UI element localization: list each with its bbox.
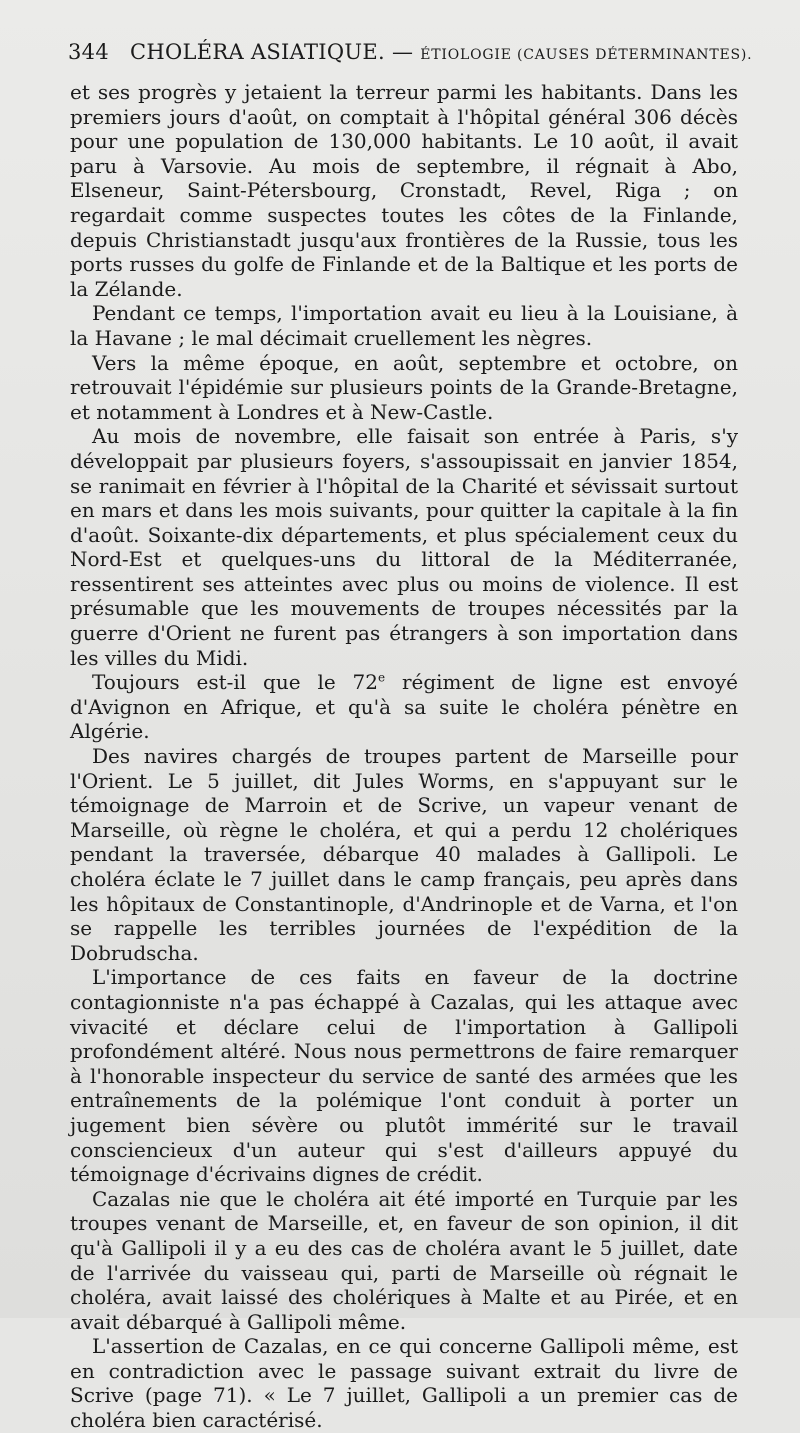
running-subtitle: ÉTIOLOGIE (CAUSES DÉTERMINANTES). [420,47,753,63]
paragraph-text: régiment de ligne est envoyé d'Avignon en Afrique, et qu'à sa suite le choléra pénètre en Algérie. [70,670,738,744]
paragraph-text: Toujours est-il que le 72 [92,670,378,695]
paragraph-regiment [70,670,738,744]
running-header [68,40,753,64]
paragraph: Des navires chargés de troupes partent de Marseille pour l'Orient. Le 5 juillet, dit Jules Worms, en s'appuyant sur le témoignage de Marroin et de Scrive, un vapeur venant de Marseille, où règne le choléra, et qui a perdu 12 cholériques pendant la traversée, débarque 40 malades à Gallipoli. Le choléra éclate le 7 juillet dans le camp français, peu après dans les hôpitaux de Constantinople, d'Andrinople et de Varna, et l'on se rappelle les terribles journées de l'expédition de la Dobrudscha. [70,744,738,965]
running-title: CHOLÉRA ASIATIQUE. — [129,40,414,64]
paragraph: Cazalas nie que le choléra ait été importé en Turquie par les troupes venant de Marseille, et, en faveur de son opinion, il dit qu'à Gallipoli il y a eu des cas de choléra avant le 5 juillet, date de l'arrivée du vaisseau qui, parti de Marseille où régnait le choléra, avait laissé des cholériques à Malte et au Pirée, et en avait débarqué à Gallipoli même. [70,1186,738,1334]
page-body [70,80,738,1433]
paragraph: L'importance de ces faits en faveur de la doctrine contagionniste n'a pas échappé à Cazalas, qui les attaque avec vivacité et déclare celui de l'importation à Gallipoli profondément altéré. Nous nous permettrons de faire remarquer à l'honorable inspecteur du service de santé des armées que les entraînements de la polémique l'ont conduit à porter un jugement bien sévère ou plutôt immérité sur le travail consciencieux d'un auteur qui s'est d'ailleurs appuyé du témoignage d'écrivains dignes de crédit. [70,965,738,1187]
paragraph: Pendant ce temps, l'importation avait eu lieu à la Louisiane, à la Havane ; le mal décimait cruellement les nègres. [70,301,738,350]
paragraph: Au mois de novembre, elle faisait son entrée à Paris, s'y développait par plusieurs foyers, s'assoupissait en janvier 1854, se ranimait en février à l'hôpital de la Charité et sévissait surtout en mars et dans les mois suivants, pour quitter la capitale à la fin d'août. Soixante-dix départements, et plus spécialement ceux du Nord-Est et quelques-uns du littoral de la Méditerranée, ressentirent ses atteintes avec plus ou moins de violence. Il est présumable que les mouvements de troupes nécessités par la guerre d'Orient ne furent pas étrangers à son importation dans les villes du Midi. [70,424,738,670]
superscript: e [377,670,386,685]
page-number: 344 [68,40,109,64]
paragraph: L'assertion de Cazalas, en ce qui concerne Gallipoli même, est en contradiction avec le passage suivant extrait du livre de Scrive (page 71). « Le 7 juillet, Gallipoli a un premier cas de choléra bien caractérisé. [70,1334,738,1433]
paragraph: et ses progrès y jetaient la terreur parmi les habitants. Dans les premiers jours d'août, on comptait à l'hôpital général 306 décès pour une population de 130,000 habitants. Le 10 août, il avait paru à Varsovie. Au mois de septembre, il régnait à Abo, Elseneur, Saint-Pétersbourg, Cronstadt, Revel, Riga ; on regardait comme suspectes toutes les côtes de la Finlande, depuis Christianstadt jusqu'aux frontières de la Russie, tous les ports russes du golfe de Finlande et de la Baltique et les ports de la Zélande. [70,80,738,301]
paragraph: Vers la même époque, en août, septembre et octobre, on retrouvait l'épidémie sur plusieurs points de la Grande-Bretagne, et notamment à Londres et à New-Castle. [70,350,738,424]
